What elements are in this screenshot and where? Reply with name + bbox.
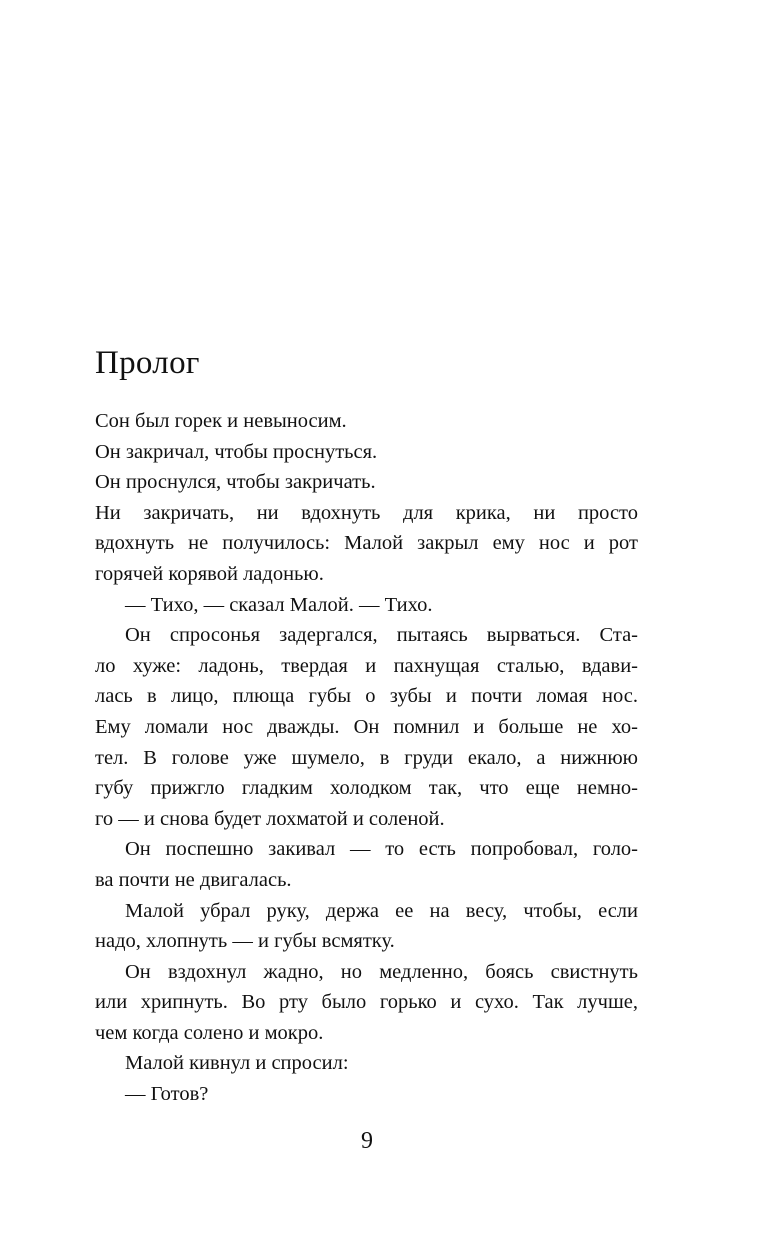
text-line: Он закричал, чтобы проснуться.	[95, 440, 378, 463]
text-line: Малой кивнул и спросил:	[125, 1052, 349, 1075]
text-line: Ни закричать, ни вдохнуть для крика, ни просто	[95, 501, 638, 524]
text-line: чем когда солено и мокро.	[95, 1021, 324, 1044]
text-line: или хрипнуть. Во рту было горько и сухо. Так лучше,	[95, 991, 638, 1014]
text-line: Сон был горек и невыносим.	[95, 410, 347, 432]
text-line: Ему ломали нос дважды. Он помнил и больше не хо-	[95, 715, 638, 738]
text-line: вдохнуть не получилось: Малой закрыл ему нос и рот	[95, 532, 638, 555]
text-line: горячей корявой ладонью.	[95, 562, 324, 585]
chapter-title: Пролог	[95, 345, 200, 381]
text-line: го — и снова будет лохматой и соленой.	[95, 807, 445, 830]
text-line: Он поспешно закивал — то есть попробовал, голо-	[125, 838, 638, 861]
text-line: надо, хлопнуть — и губы всмятку.	[95, 930, 395, 953]
text-line: — Тихо, — сказал Малой. — Тихо.	[125, 593, 433, 616]
text-line: Он вздохнул жадно, но медленно, боясь свистнуть	[125, 960, 638, 983]
text-line: лась в лицо, плюща губы о зубы и почти ломая нос.	[95, 685, 638, 708]
text-line: губу прижгло гладким холодком так, что еще немно-	[95, 777, 638, 800]
text-line: Малой убрал руку, держа ее на весу, чтобы, если	[125, 899, 638, 922]
text-line: тел. В голове уже шумело, в груди екало, а нижнюю	[95, 746, 638, 769]
body-text	[95, 406, 638, 1110]
text-line: Он проснулся, чтобы закричать.	[95, 471, 376, 494]
page-number: 9	[361, 1128, 373, 1154]
text-line: — Готов?	[125, 1083, 209, 1106]
text-line: Он спросонья задергался, пытаясь вырваться. Ста-	[125, 624, 638, 647]
text-line: ло хуже: ладонь, твердая и пахнущая сталью, вдави-	[95, 654, 638, 677]
text-line: ва почти не двигалась.	[95, 868, 292, 891]
